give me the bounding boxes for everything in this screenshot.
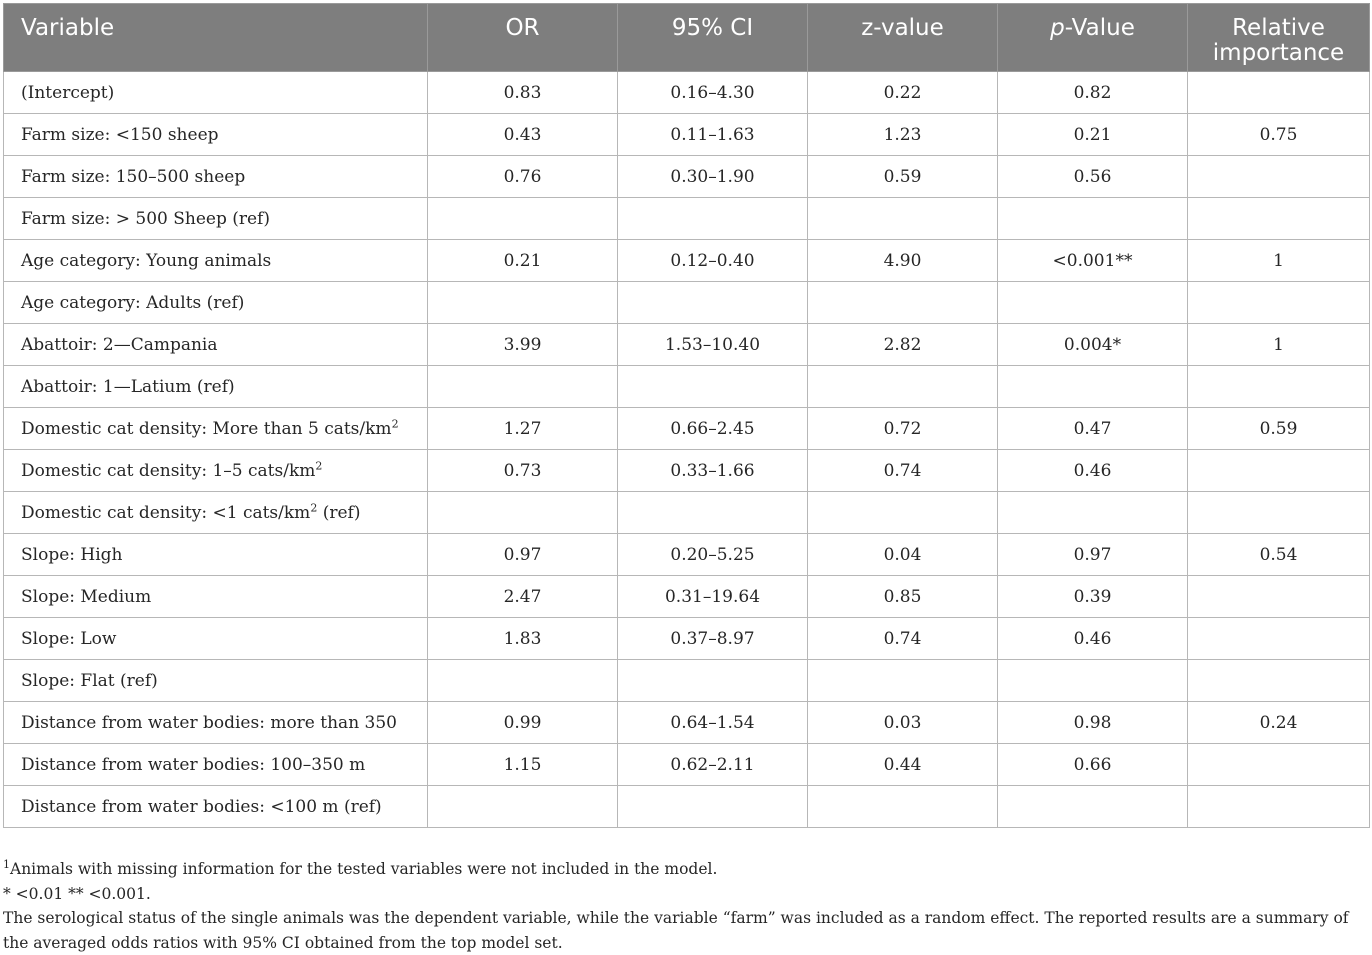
cell-or: 0.99 [428, 702, 618, 744]
table-row [4, 282, 1370, 324]
variable-label: Farm size: 150–500 sheep [21, 166, 246, 187]
header-z-value: z-value [808, 4, 998, 72]
cell-relative-importance [1188, 366, 1370, 408]
variable-superscript: 2 [391, 416, 399, 430]
cell-relative-importance [1188, 786, 1370, 828]
cell-relative-importance [1188, 156, 1370, 198]
table-row [4, 534, 1370, 576]
results-table [3, 3, 1370, 828]
cell-z-value [808, 492, 998, 534]
cell-ci: 0.11–1.63 [618, 114, 808, 156]
variable-label: Domestic cat density: More than 5 cats/km [21, 418, 392, 439]
cell-variable [4, 702, 428, 744]
header-variable: Variable [4, 4, 428, 72]
variable-label: Age category: Young animals [21, 250, 272, 271]
table-row [4, 492, 1370, 534]
cell-z-value: 2.82 [808, 324, 998, 366]
cell-variable [4, 660, 428, 702]
table-row [4, 114, 1370, 156]
table-row [4, 366, 1370, 408]
cell-p-value: 0.97 [998, 534, 1188, 576]
cell-p-value: 0.39 [998, 576, 1188, 618]
cell-z-value: 0.72 [808, 408, 998, 450]
cell-relative-importance [1188, 576, 1370, 618]
table-row [4, 198, 1370, 240]
cell-variable [4, 450, 428, 492]
cell-variable [4, 72, 428, 114]
cell-or: 2.47 [428, 576, 618, 618]
header-or: OR [428, 4, 618, 72]
variable-label: Domestic cat density: <1 cats/km [21, 502, 311, 523]
cell-z-value: 1.23 [808, 114, 998, 156]
cell-or: 0.21 [428, 240, 618, 282]
variable-label: Slope: High [21, 544, 123, 565]
cell-p-value [998, 366, 1188, 408]
cell-relative-importance [1188, 618, 1370, 660]
table-header-row [4, 4, 1370, 72]
header-importance-line2: importance [1212, 40, 1345, 66]
cell-z-value [808, 282, 998, 324]
table-row [4, 324, 1370, 366]
variable-label: Domestic cat density: 1–5 cats/km [21, 460, 316, 481]
table-row [4, 156, 1370, 198]
cell-z-value [808, 198, 998, 240]
cell-p-value [998, 492, 1188, 534]
footnote-1 [3, 857, 1369, 882]
cell-p-value: 0.66 [998, 744, 1188, 786]
cell-or: 0.73 [428, 450, 618, 492]
header-p-italic: p [1050, 15, 1065, 41]
cell-or: 0.83 [428, 72, 618, 114]
cell-variable [4, 786, 428, 828]
header-relative-importance [1188, 4, 1370, 72]
footnote-3: The serological status of the single animals was the dependent variable, while the variable “farm” was included as a random effect. The reported results are a summary of the averaged odds ratios with 95% CI obtained from the top model set. [3, 909, 1349, 952]
cell-p-value: 0.82 [998, 72, 1188, 114]
variable-superscript: 2 [315, 458, 323, 472]
table-row [4, 576, 1370, 618]
cell-relative-importance: 1 [1188, 240, 1370, 282]
cell-p-value [998, 786, 1188, 828]
footnote-2: * <0.01 ** <0.001. [3, 884, 151, 903]
cell-relative-importance [1188, 198, 1370, 240]
variable-label: Farm size: > 500 Sheep (ref) [21, 208, 270, 229]
cell-ci [618, 282, 808, 324]
cell-ci: 0.16–4.30 [618, 72, 808, 114]
cell-relative-importance: 1 [1188, 324, 1370, 366]
cell-relative-importance: 0.75 [1188, 114, 1370, 156]
variable-label: Distance from water bodies: <100 m (ref) [21, 796, 382, 817]
cell-z-value [808, 786, 998, 828]
cell-variable [4, 366, 428, 408]
variable-label: Distance from water bodies: more than 350 [21, 712, 397, 733]
variable-label: Slope: Low [21, 628, 117, 649]
cell-ci: 0.12–0.40 [618, 240, 808, 282]
table-row [4, 786, 1370, 828]
header-p-rest: -Value [1064, 15, 1135, 41]
cell-p-value: 0.21 [998, 114, 1188, 156]
cell-variable [4, 534, 428, 576]
table-row [4, 660, 1370, 702]
cell-or: 1.83 [428, 618, 618, 660]
cell-z-value: 0.03 [808, 702, 998, 744]
cell-z-value: 0.59 [808, 156, 998, 198]
cell-variable [4, 156, 428, 198]
variable-label: Slope: Medium [21, 586, 152, 607]
cell-or [428, 198, 618, 240]
cell-relative-importance [1188, 660, 1370, 702]
cell-p-value [998, 282, 1188, 324]
table-body [4, 72, 1370, 828]
cell-variable [4, 408, 428, 450]
cell-ci [618, 492, 808, 534]
cell-p-value: 0.98 [998, 702, 1188, 744]
cell-or [428, 786, 618, 828]
cell-p-value: 0.46 [998, 450, 1188, 492]
cell-variable [4, 198, 428, 240]
cell-variable [4, 240, 428, 282]
cell-p-value: 0.47 [998, 408, 1188, 450]
cell-p-value [998, 198, 1188, 240]
cell-z-value: 0.85 [808, 576, 998, 618]
cell-p-value: <0.001** [998, 240, 1188, 282]
variable-label: Farm size: <150 sheep [21, 124, 219, 145]
cell-or: 0.97 [428, 534, 618, 576]
table-row [4, 408, 1370, 450]
header-p-value [998, 4, 1188, 72]
cell-p-value: 0.46 [998, 618, 1188, 660]
cell-relative-importance: 0.59 [1188, 408, 1370, 450]
cell-ci: 1.53–10.40 [618, 324, 808, 366]
header-importance-line1: Relative [1232, 15, 1325, 41]
cell-ci: 0.37–8.97 [618, 618, 808, 660]
table-row [4, 702, 1370, 744]
table-row [4, 240, 1370, 282]
variable-suffix: (ref) [317, 502, 361, 523]
footnote-1-marker: 1 [3, 857, 10, 871]
cell-p-value [998, 660, 1188, 702]
cell-ci: 0.33–1.66 [618, 450, 808, 492]
cell-or: 0.76 [428, 156, 618, 198]
cell-z-value: 4.90 [808, 240, 998, 282]
variable-superscript: 2 [310, 500, 318, 514]
cell-or: 1.27 [428, 408, 618, 450]
variable-label: Distance from water bodies: 100–350 m [21, 754, 366, 775]
cell-relative-importance: 0.24 [1188, 702, 1370, 744]
cell-z-value: 0.04 [808, 534, 998, 576]
cell-or: 1.15 [428, 744, 618, 786]
cell-z-value: 0.74 [808, 618, 998, 660]
cell-or [428, 492, 618, 534]
cell-ci: 0.64–1.54 [618, 702, 808, 744]
cell-relative-importance [1188, 72, 1370, 114]
cell-variable [4, 576, 428, 618]
header-ci: 95% CI [618, 4, 808, 72]
cell-or: 0.43 [428, 114, 618, 156]
cell-z-value: 0.22 [808, 72, 998, 114]
cell-z-value: 0.74 [808, 450, 998, 492]
cell-ci [618, 198, 808, 240]
variable-label: Age category: Adults (ref) [21, 292, 245, 313]
cell-or [428, 366, 618, 408]
variable-label: Abattoir: 2—Campania [21, 334, 218, 355]
table-row [4, 450, 1370, 492]
table-row [4, 744, 1370, 786]
cell-relative-importance [1188, 450, 1370, 492]
cell-variable [4, 492, 428, 534]
cell-or [428, 282, 618, 324]
cell-ci: 0.31–19.64 [618, 576, 808, 618]
cell-ci [618, 786, 808, 828]
cell-variable [4, 618, 428, 660]
cell-p-value: 0.56 [998, 156, 1188, 198]
cell-variable [4, 282, 428, 324]
cell-relative-importance [1188, 492, 1370, 534]
cell-ci: 0.66–2.45 [618, 408, 808, 450]
variable-label: Abattoir: 1—Latium (ref) [21, 376, 235, 397]
cell-ci: 0.20–5.25 [618, 534, 808, 576]
variable-label: Slope: Flat (ref) [21, 670, 158, 691]
cell-z-value: 0.44 [808, 744, 998, 786]
table-row [4, 72, 1370, 114]
variable-label: (Intercept) [21, 82, 115, 103]
cell-ci: 0.62–2.11 [618, 744, 808, 786]
cell-ci [618, 660, 808, 702]
footnote-1-text: Animals with missing information for the tested variables were not included in the model. [10, 860, 718, 878]
cell-relative-importance: 0.54 [1188, 534, 1370, 576]
cell-ci [618, 366, 808, 408]
cell-variable [4, 114, 428, 156]
cell-p-value: 0.004* [998, 324, 1188, 366]
cell-variable [4, 744, 428, 786]
cell-or [428, 660, 618, 702]
table-row [4, 618, 1370, 660]
cell-z-value [808, 660, 998, 702]
cell-relative-importance [1188, 744, 1370, 786]
cell-variable [4, 324, 428, 366]
cell-ci: 0.30–1.90 [618, 156, 808, 198]
cell-or: 3.99 [428, 324, 618, 366]
footnotes [3, 857, 1369, 955]
cell-z-value [808, 366, 998, 408]
cell-relative-importance [1188, 282, 1370, 324]
